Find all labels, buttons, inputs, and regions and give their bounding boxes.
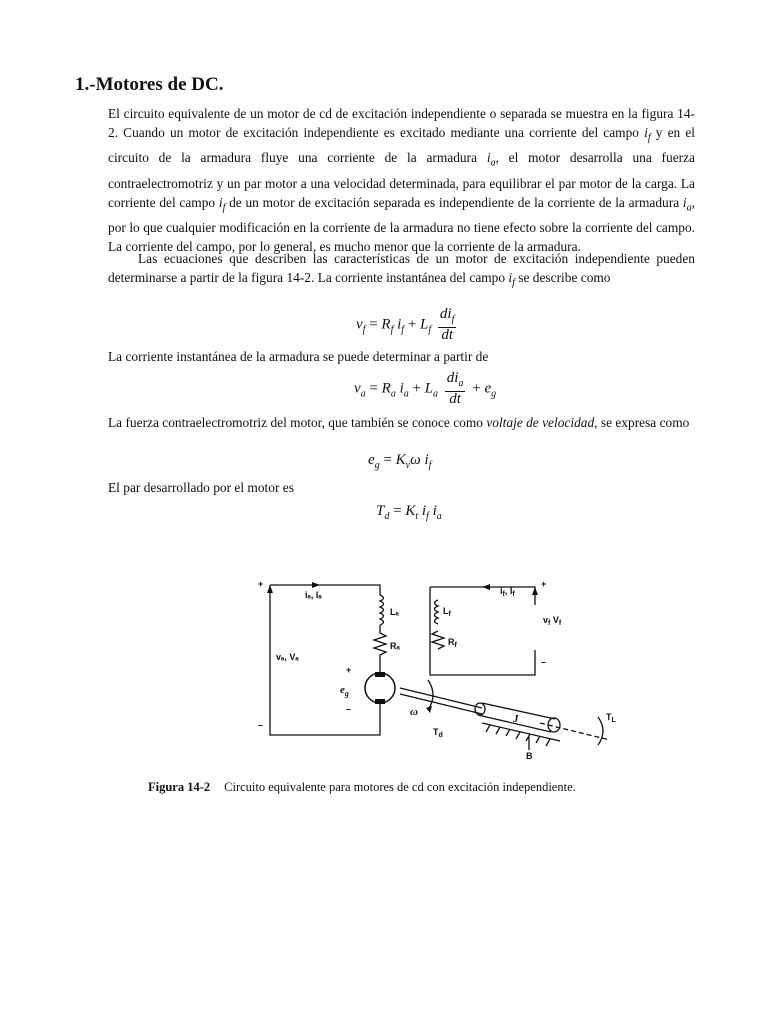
omega-label: ω xyxy=(410,706,418,718)
ia-label: iₐ, Iₐ xyxy=(305,590,322,600)
td-label: $T_d$ xyxy=(433,727,443,739)
load-torque-label: $T_L$ xyxy=(606,712,616,724)
paragraph-torque: El par desarrollado por el motor es xyxy=(108,480,294,495)
eg-label: $e_g$ xyxy=(340,684,349,698)
vf-plus-sign: + xyxy=(541,579,547,589)
equation-torque: $T_d = K_t$ $i_f$ $i_a$ xyxy=(376,503,442,522)
if-label: $i_f$, $I_f$ xyxy=(500,586,515,598)
eg-plus-sign: + xyxy=(346,665,352,675)
vf-minus-sign: – xyxy=(541,657,547,667)
vf-label: $v_f$ $V_f$ xyxy=(543,615,562,627)
section-heading: 1.-Motores de DC. xyxy=(75,74,224,95)
equation-armature-voltage: $v_a = R_a$ $i_a + L_a$ $\frac{di_a}{dt}$ + $e_g$ xyxy=(354,370,497,407)
rf-label: $R_f$ xyxy=(448,637,457,649)
figure-caption-label: Figura 14-2 xyxy=(148,780,211,794)
eg-minus-sign: – xyxy=(346,704,352,714)
paragraph-equations-intro: Las ecuaciones que describen las características de un motor de excitación independiente pueden determinarse a partir de la figura 14-2. La corriente instantánea del campo $i_f$ se describe como xyxy=(108,251,695,290)
va-plus-sign: + xyxy=(258,579,264,589)
circuit-diagram xyxy=(250,565,640,765)
paragraph-armature-current: La corriente instantánea de la armadura se puede determinar a partir de xyxy=(108,349,489,364)
damping-b-label: B xyxy=(526,751,533,761)
va-minus-sign: – xyxy=(258,720,264,730)
inertia-j-label: J xyxy=(513,713,519,725)
equation-field-voltage: $v_f = R_f$ $i_f + L_f$ $\frac{di_f}{dt}$ xyxy=(356,306,455,343)
lf-label: $L_f$ xyxy=(443,606,451,618)
equation-back-emf: $e_g = K_v\omega$ $i_f$ xyxy=(368,452,432,471)
la-label: Lₐ xyxy=(390,607,399,617)
va-label: vₐ, Vₐ xyxy=(276,652,299,662)
paragraph-back-emf: La fuerza contraelectromotriz del motor, que también se conoce como voltaje de velocidad, se expresa como xyxy=(108,415,690,430)
paragraph-intro: El circuito equivalente de un motor de cd de excitación independiente o separada se muestra en la figura 14-2. Cuando un motor de excitación independiente es excitado mediante una corriente del campo $i_f$ y en el circuito de la armadura fluye una corriente de la armadura $i_a$, el motor desarrolla una fuerza contraelectromotriz y un par motor a una velocidad determinada, para equilibrar el par motor de la carga. La corriente del campo $i_f$ de un motor de excitación separada es independiente de la corriente de la armadura $i_a$, por lo que cualquier modificación en la corriente de la armadura no tiene efecto sobre la corriente del campo. La corriente del campo, por lo general, es mucho menor que la corriente de la armadura. xyxy=(108,106,696,255)
figure-caption-text: Circuito equivalente para motores de cd con excitación independiente. xyxy=(224,780,576,794)
ra-label: Rₐ xyxy=(390,641,400,651)
figure-caption xyxy=(148,780,576,795)
